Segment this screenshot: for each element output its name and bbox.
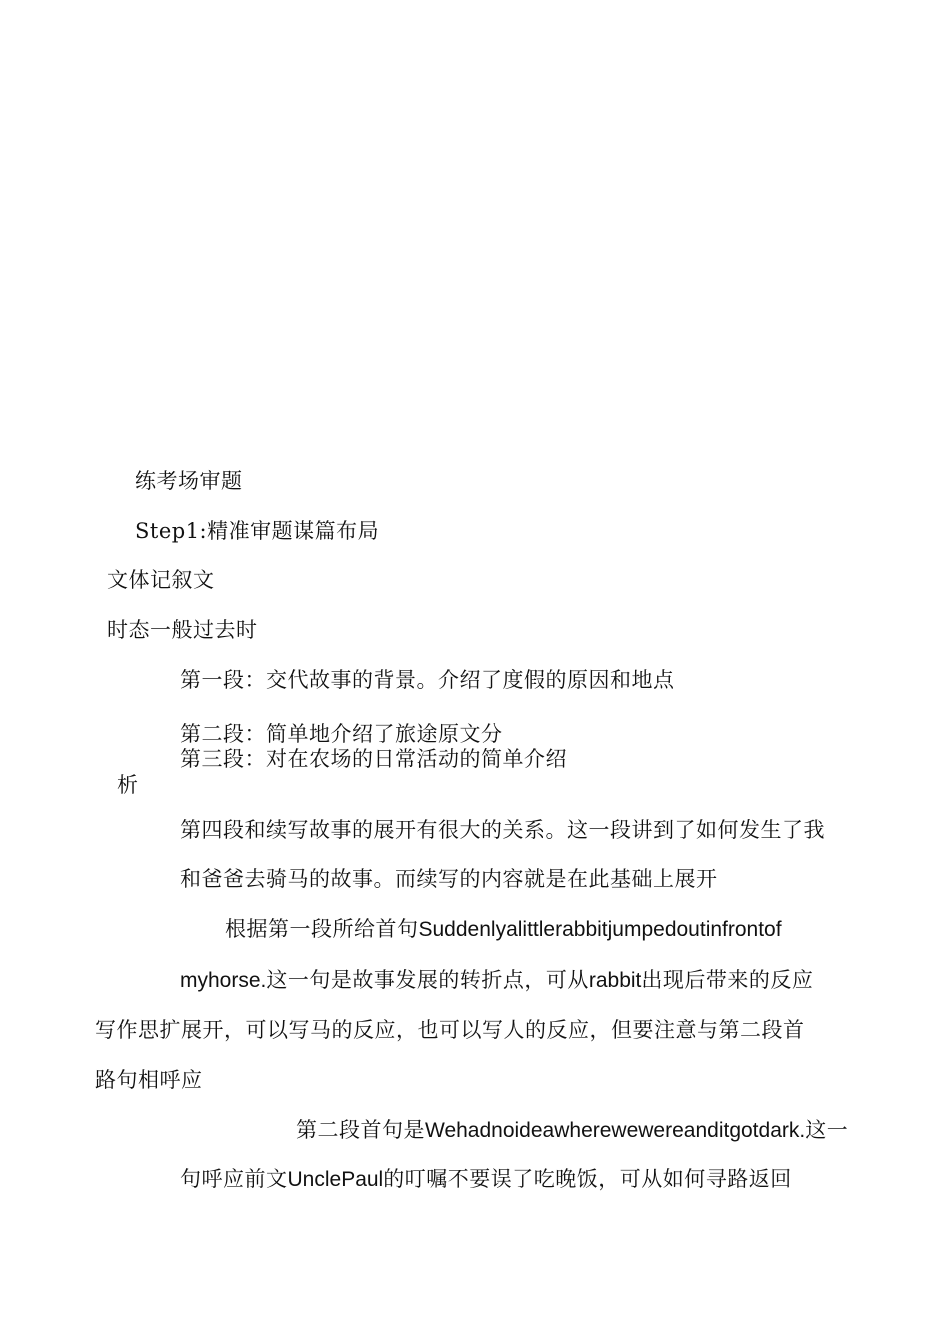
analysis-para4-line1 [180, 817, 825, 843]
para2-hint-line1 [296, 1117, 848, 1144]
step1-text: Step1:精准审题谋篇布局 [135, 519, 380, 543]
genre-text: 文体记叙文 [107, 568, 215, 592]
para2-hint-suffix: 这一 [805, 1118, 849, 1142]
analysis-para3 [180, 746, 567, 772]
writing-idea-line1 [225, 916, 782, 943]
tense-line [107, 617, 258, 643]
reaction-text: 出现后带来的反应 [641, 968, 814, 992]
para2-hint2-prefix: 句呼应前文 [180, 1167, 288, 1191]
tense-text: 时态一般过去时 [107, 618, 258, 642]
writing-idea-line2 [180, 967, 813, 994]
analysis-char [117, 772, 139, 798]
second-sentence-quote: Wehadnoideawherewewereanditgotdark. [425, 1119, 806, 1142]
para2-text: 第二段：简单地介绍了旅途原文分 [180, 722, 503, 746]
writing-idea-line3 [95, 1017, 805, 1043]
para4-line2-text: 和爸爸去骑马的故事。而续写的内容就是在此基础上展开 [180, 867, 718, 891]
turning-point-text: 这一句是故事发展的转折点，可从 [266, 968, 589, 992]
writing-idea-prefix: 根据第一段所给首句 [225, 917, 419, 941]
para4-line1-text: 第四段和续写故事的展开有很大的关系。这一段讲到了如何发生了我 [180, 818, 825, 842]
writing-idea-line3-text: 写作思扩展开，可以写马的反应，也可以写人的反应，但要注意与第二段首 [95, 1018, 805, 1042]
first-sentence-end: myhorse. [180, 969, 267, 992]
analysis-char-text: 析 [117, 773, 139, 797]
analysis-para4-line2 [180, 866, 718, 892]
genre-line [107, 567, 215, 593]
analysis-para1 [180, 667, 675, 693]
para2-hint-line2 [180, 1166, 792, 1193]
para1-text: 第一段：交代故事的背景。介绍了度假的原因和地点 [180, 668, 675, 692]
uncle-paul-name: UnclePaul [287, 1168, 384, 1191]
analysis-para2 [180, 721, 503, 747]
para2-hint-prefix: 第二段首句是 [296, 1118, 425, 1142]
first-sentence-quote: Suddenlyalittlerabbitjumpedoutinfrontof [418, 918, 782, 941]
rabbit-word: rabbit [588, 969, 642, 992]
heading-text: 练考场审题 [135, 469, 243, 493]
para2-hint2-suffix: 的叮嘱不要误了吃晚饭，可从如何寻路返回 [383, 1167, 792, 1191]
writing-idea-line4-text: 路句相呼应 [95, 1068, 203, 1092]
writing-idea-line4 [95, 1067, 203, 1093]
heading [135, 468, 243, 494]
step1-title [135, 518, 379, 544]
para3-text: 第三段：对在农场的日常活动的简单介绍 [180, 747, 567, 771]
